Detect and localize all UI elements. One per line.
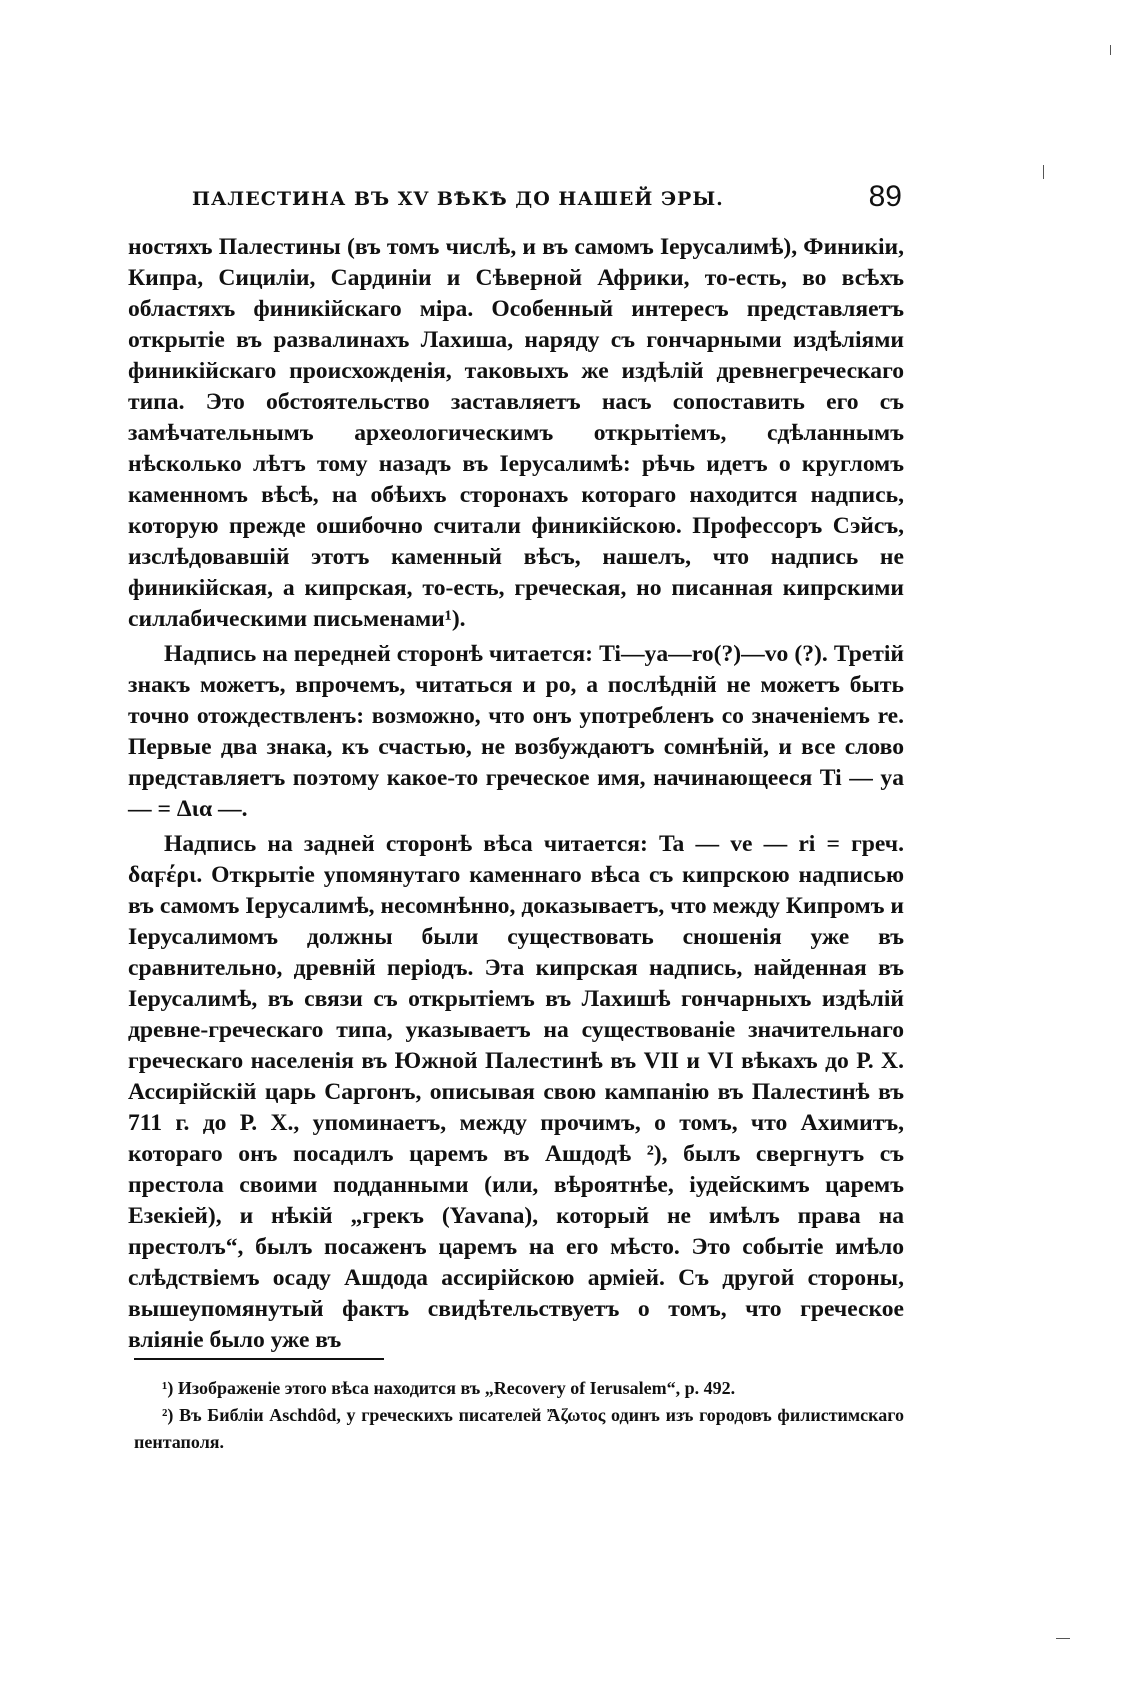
scan-artifact-mark: [1110, 45, 1111, 55]
main-text: [128, 232, 904, 1356]
paragraph-1: ностяхъ Палестины (въ томъ числѣ, и въ самомъ Іерусалимѣ), Финикіи, Кипра, Сициліи, Сардиніи и Сѣверной Африки, то-есть, во всѣхъ областяхъ финикійскаго міра. Особенный интересъ представляетъ открытіе въ развалинахъ Лахиша, наряду съ гончарными издѣліями финикійскаго происхожденія, таковыхъ же издѣлій древнегреческаго типа. Это обстоятельство заставляетъ насъ сопоставить его съ замѣчательнымъ археологическимъ открытіемъ, сдѣланнымъ нѣсколько лѣтъ тому назадъ въ Іерусалимѣ: рѣчь идетъ о кругломъ каменномъ вѣсѣ, на обѣихъ сторонахъ котораго находится надпись, которую прежде ошибочно считали финикійскою. Профессоръ Сэйсъ, изслѣдовавшій этотъ каменный вѣсъ, нашелъ, что надпись не финикійская, а кипрская, то-есть, греческая, но писанная кипрскими силлабическими письменами¹).: [128, 234, 904, 632]
footnote-1: ¹) Изображеніе этого вѣса находится въ „Recovery of Ierusalem“, p. 492.: [162, 1378, 736, 1398]
page-number: 89: [868, 180, 902, 213]
footnote-rule: [134, 1358, 384, 1360]
scan-artifact-mark: [1043, 165, 1044, 179]
running-title: ПАЛЕСТИНА ВЪ XV ВѢКѢ ДО НАШЕЙ ЭРЫ.: [192, 188, 724, 210]
footnotes: [134, 1375, 904, 1456]
scan-artifact-mark: [1056, 1638, 1070, 1639]
running-head: [132, 180, 902, 220]
footnote-2: ²) Въ Библіи Aschdôd, у греческихъ писателей Ἄζωτος одинъ изъ городовъ филистимскаго пентаполя.: [134, 1405, 904, 1452]
paragraph-2: Надпись на передней сторонѣ читается: Ti—ya—ro(?)—vo (?). Третій знакъ можетъ, впрочемъ, читаться и po, а послѣдній не можетъ быть точно отождествленъ: возможно, что онъ употребленъ со значеніемъ re. Первые два знака, къ счастью, не возбуждаютъ сомнѣній, и все слово представляетъ поэтому какое-то греческое имя, начинающееся Ti — ya — = Δια —.: [128, 641, 904, 822]
paragraph-3: Надпись на задней сторонѣ вѣса читается: Ta — ve — ri = греч. δαϝέρι. Открытіе упомянутаго каменнаго вѣса съ кипрскою надписью въ самомъ Іерусалимѣ, несомнѣнно, доказываетъ, что между Кипромъ и Іерусалимомъ должны были существовать сношенія уже въ сравнительно, древній періодъ. Эта кипрская надпись, найденная въ Іерусалимѣ, въ связи съ открытіемъ въ Лахишѣ гончарныхъ издѣлій древне-греческаго типа, указываетъ на существованіе значительнаго греческаго населенія въ Южной Палестинѣ въ VII и VI вѣкахъ до Р. Х. Ассирійскій царь Саргонъ, описывая свою кампанію въ Палестинѣ въ 711 г. до Р. Х., упоминаетъ, между прочимъ, о томъ, что Ахимитъ, котораго онъ посадилъ царемъ въ Ашдодѣ ²), былъ свергнутъ съ престола своими подданными (или, вѣроятнѣе, іудейскимъ царемъ Езекіей), и нѣкій „грекъ (Yavana), который не имѣлъ права на престолъ“, былъ посаженъ царемъ на его мѣсто. Это событіе имѣло слѣдствіемъ осаду Ашдода ассирійскою арміей. Съ другой стороны, вышеупомянутый фактъ свидѣтельствуетъ о томъ, что греческое вліяніе было уже въ: [128, 831, 904, 1353]
